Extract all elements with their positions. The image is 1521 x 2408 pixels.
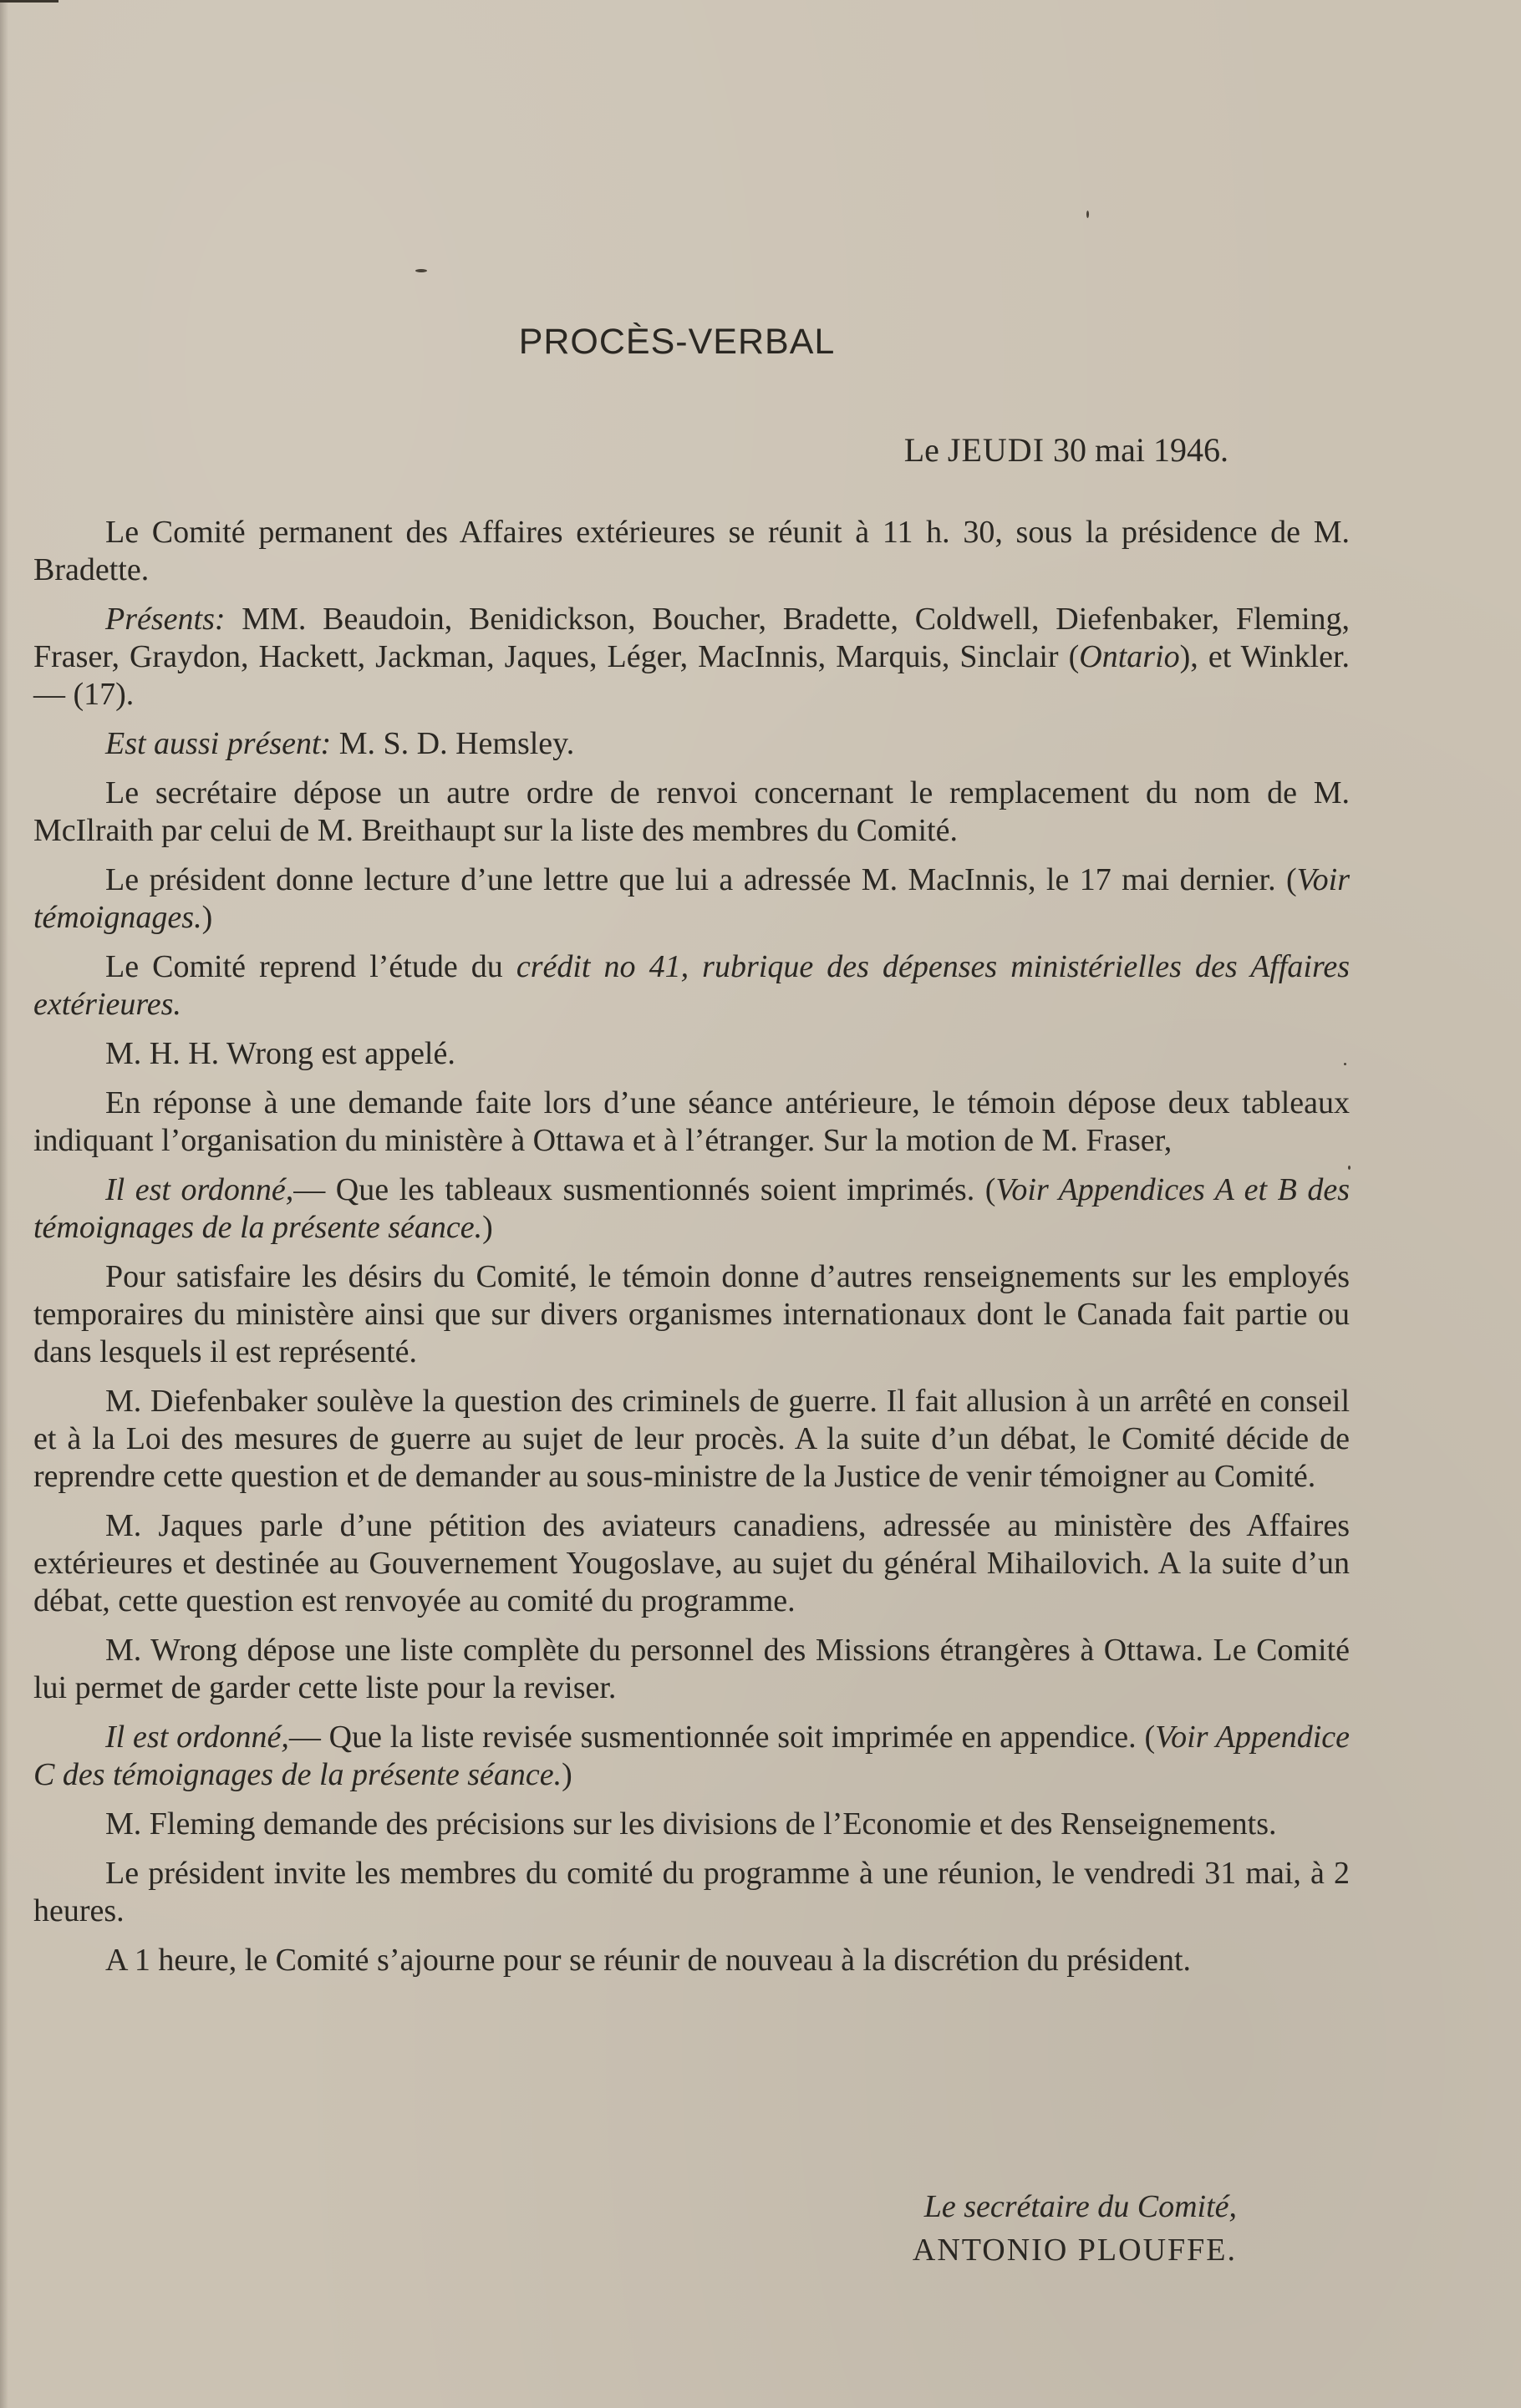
text-segment: M. H. H. Wrong est appelé. [105, 1036, 455, 1071]
text-segment: M. Jaques parle d’une pétition des aviateurs canadiens, adressée au ministère des Affaires extérieures et destinée au Gouvernement Yougoslave, au sujet du général Mihailovich. A la suite d’un débat, cette question est renvoyée au comité du programme. [33, 1508, 1350, 1618]
paragraph-p5 [33, 861, 1350, 937]
paragraph-p17 [33, 1942, 1350, 1979]
paragraph-p1 [33, 514, 1350, 589]
text-segment: — Que les tableaux susmentionnés soient imprimés. ( [293, 1172, 996, 1207]
text-segment: Le secrétaire dépose un autre ordre de renvoi concernant le remplacement du nom de M. McIlraith par celui de M. Breithaupt sur la liste des membres du Comité. [33, 775, 1350, 848]
meeting-date [0, 430, 1228, 470]
italic-segment: Présents: [105, 602, 226, 637]
signature-block [0, 2185, 1237, 2272]
italic-segment: Voir Appendice C des témoignages de la présente séance. [33, 1720, 1351, 1792]
paragraph-p4 [33, 775, 1350, 850]
paragraph-p7 [33, 1035, 1350, 1073]
text-segment: ), et Winkler.— (17). [33, 639, 1350, 712]
text-segment: MM. Beaudoin, Benidickson, Boucher, Bradette, Coldwell, Diefenbaker, Fleming, Fraser, Graydon, Hackett, Jackman, Jaques, Léger, MacInnis, Marquis, Sinclair ( [33, 602, 1350, 674]
print-speck [1348, 1166, 1351, 1170]
paragraph-p8 [33, 1085, 1350, 1160]
paragraph-p15 [33, 1806, 1350, 1843]
text-segment: A 1 heure, le Comité s’ajourne pour se réunir de nouveau à la discrétion du président. [105, 1943, 1191, 1978]
signature-name: ANTONIO PLOUFFE. [912, 2233, 1237, 2268]
print-speck [1086, 211, 1089, 218]
document-title-text: PROCÈS-VERBAL [518, 322, 836, 362]
text-segment: ) [201, 900, 213, 935]
top-rule [0, 0, 58, 3]
paragraph-p12 [33, 1507, 1350, 1620]
paragraph-p11 [33, 1383, 1350, 1496]
text-segment: ) [482, 1210, 493, 1245]
italic-segment: Ontario [1079, 639, 1180, 674]
paragraph-p6 [33, 948, 1350, 1024]
paragraph-p16 [33, 1855, 1350, 1930]
text-segment: Pour satisfaire les désirs du Comité, le témoin donne d’autres renseignements sur les employés temporaires du ministère ainsi que sur divers organismes internationaux dont le Canada fait partie ou dans lesquels il est représenté. [33, 1259, 1350, 1369]
italic-segment: crédit no 41, rubrique des dépenses ministérielles des Affaires extérieures. [33, 949, 1350, 1022]
italic-segment: Il est ordonné, [105, 1172, 294, 1207]
print-speck [1344, 1063, 1346, 1065]
text-segment: Le président invite les membres du comité du programme à une réunion, le vendredi 31 mai, à 2 heures. [33, 1856, 1350, 1928]
text-segment: M. Fleming demande des précisions sur les divisions de l’Economie et des Renseignements. [105, 1806, 1277, 1842]
text-segment: M. Diefenbaker soulève la question des criminels de guerre. Il fait allusion à un arrêté en conseil et à la Loi des mesures de guerre au sujet de leur procès. A la suite d’un débat, le Comité décide de reprendre cette question et de demander au sous-ministre de la Justice de venir témoigner au Comité. [33, 1384, 1350, 1494]
text-segment: Le Comité permanent des Affaires extérieures se réunit à 11 h. 30, sous la présidence de M. Bradette. [33, 515, 1350, 587]
text-segment: M. Wrong dépose une liste complète du personnel des Missions étrangères à Ottawa. Le Comité lui permet de garder cette liste pour la reviser. [33, 1633, 1350, 1705]
text-segment: Le Comité reprend l’étude du [105, 949, 516, 984]
paragraph-p2 [33, 601, 1350, 714]
text-segment: ) [562, 1757, 572, 1792]
paragraph-p10 [33, 1258, 1350, 1371]
italic-segment: Est aussi présent: [105, 726, 332, 761]
paragraph-p9 [33, 1171, 1350, 1247]
italic-segment: Voir témoignages. [33, 862, 1350, 935]
italic-segment: Voir Appendices A et B des témoignages de la présente séance. [33, 1172, 1350, 1245]
paragraph-p3 [33, 725, 1350, 763]
minutes-body [33, 514, 1350, 1991]
text-segment: — Que la liste revisée susmentionnée soit imprimée en appendice. ( [288, 1720, 1156, 1755]
date-weekday: JEUDI [947, 431, 1045, 469]
paragraph-p14 [33, 1719, 1350, 1794]
text-segment: M. S. D. Hemsley. [331, 726, 575, 761]
text-segment: Le président donne lecture d’une lettre que lui a adressée M. MacInnis, le 17 mai dernier. ( [105, 862, 1297, 897]
text-segment: En réponse à une demande faite lors d’une séance antérieure, le témoin dépose deux tableaux indiquant l’organisation du ministère à Ottawa et à l’étranger. Sur la motion de M. Fraser, [33, 1085, 1350, 1158]
italic-segment: Il est ordonné, [105, 1720, 289, 1755]
date-prefix: Le [903, 431, 939, 469]
date-rest: 30 mai 1946. [1053, 431, 1228, 469]
document-title [0, 322, 1521, 363]
print-speck [415, 269, 427, 272]
signature-role: Le secrétaire du Comité, [923, 2189, 1237, 2224]
paragraph-p13 [33, 1632, 1350, 1707]
